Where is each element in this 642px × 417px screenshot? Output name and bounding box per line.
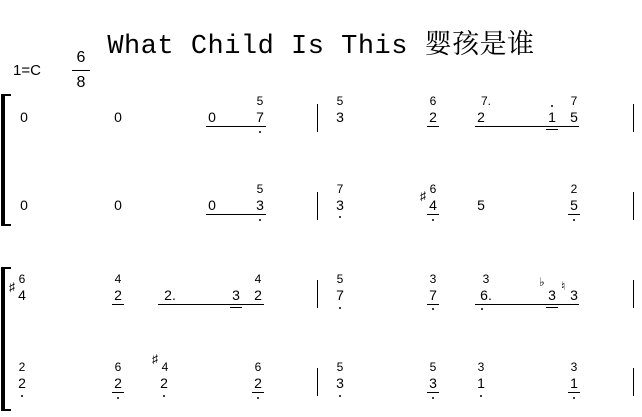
chord-note: 6 xyxy=(254,360,262,374)
note: 2 xyxy=(18,375,26,391)
underline xyxy=(546,307,558,308)
natural-sign: ♮ xyxy=(561,279,566,293)
underline xyxy=(427,392,439,393)
note: 2 xyxy=(477,109,485,125)
low-octave-dot xyxy=(573,219,575,221)
low-octave-dot xyxy=(339,216,341,218)
underline xyxy=(427,304,439,305)
note: 2 xyxy=(114,287,122,303)
note: 1 xyxy=(477,375,485,391)
note: 0 xyxy=(20,197,28,213)
note: 2. xyxy=(164,287,176,303)
note: 2 xyxy=(114,375,122,391)
barline xyxy=(317,280,318,308)
chord-note: 4 xyxy=(254,272,262,286)
underline xyxy=(206,214,266,215)
note: 0 xyxy=(114,197,122,213)
note: 4 xyxy=(429,197,437,213)
chord-note: 2 xyxy=(18,360,26,374)
barline xyxy=(317,368,318,396)
low-octave-dot xyxy=(432,308,434,310)
underline xyxy=(568,214,580,215)
note: 2 xyxy=(254,375,262,391)
note: 7 xyxy=(256,109,264,125)
note: 4 xyxy=(18,287,26,303)
underline xyxy=(112,392,124,393)
sharp-sign: ♯ xyxy=(9,280,15,294)
barline xyxy=(317,104,318,132)
low-octave-dot xyxy=(573,397,575,399)
chord-note: 5 xyxy=(429,360,437,374)
underline xyxy=(230,307,242,308)
underline xyxy=(475,304,579,305)
note: 3 xyxy=(336,375,344,391)
time-signature xyxy=(72,50,90,91)
time-divider xyxy=(72,70,90,71)
high-octave-dot xyxy=(551,105,553,107)
note: 0 xyxy=(114,109,122,125)
chord-note: 2 xyxy=(570,182,578,196)
underline xyxy=(252,392,264,393)
note: 3 xyxy=(429,375,437,391)
sharp-sign: ♯ xyxy=(152,352,158,366)
low-octave-dot xyxy=(163,395,165,397)
chord-note: 6 xyxy=(429,94,437,108)
chord-note: 6 xyxy=(429,182,437,196)
chord-note: 3 xyxy=(429,272,437,286)
chord-note: 7 xyxy=(336,182,344,196)
low-octave-dot xyxy=(432,397,434,399)
underline xyxy=(427,126,439,127)
low-octave-dot xyxy=(339,307,341,309)
chord-note: 5 xyxy=(256,182,264,196)
flat-sign: ♭ xyxy=(539,275,545,289)
low-octave-dot xyxy=(480,395,482,397)
low-octave-dot xyxy=(259,131,261,133)
chord-note: 6 xyxy=(114,360,122,374)
underline xyxy=(158,304,264,305)
note: 2 xyxy=(429,109,437,125)
underline xyxy=(112,304,124,305)
barline xyxy=(317,192,318,220)
chord-note: 5 xyxy=(336,272,344,286)
note: 0 xyxy=(208,109,216,125)
note: 1 xyxy=(570,375,578,391)
note: 3 xyxy=(336,197,344,213)
barline xyxy=(633,368,634,396)
chord-note: 3 xyxy=(477,360,485,374)
chord-note: 3 xyxy=(570,360,578,374)
low-octave-dot xyxy=(21,395,23,397)
note: 3 xyxy=(232,287,240,303)
low-octave-dot xyxy=(481,308,483,310)
note: 5 xyxy=(570,109,578,125)
note: 5 xyxy=(570,197,578,213)
note: 6. xyxy=(480,287,492,303)
time-denominator: 8 xyxy=(76,74,86,91)
chord-note: 4 xyxy=(114,272,122,286)
sharp-sign: ♯ xyxy=(420,189,426,203)
barline xyxy=(633,104,634,132)
note: 1 xyxy=(548,109,556,125)
system-1-brace xyxy=(3,94,11,226)
note: 5 xyxy=(477,197,485,213)
note: 2 xyxy=(160,375,168,391)
barline xyxy=(633,192,634,220)
underline xyxy=(206,126,266,127)
low-octave-dot xyxy=(259,219,261,221)
low-octave-dot xyxy=(117,397,119,399)
chord-note: 7 xyxy=(570,94,578,108)
chord-note: 3 xyxy=(482,272,490,286)
low-octave-dot xyxy=(339,395,341,397)
low-octave-dot xyxy=(257,397,259,399)
underline xyxy=(427,214,439,215)
note: 3 xyxy=(256,197,264,213)
score-title: What Child Is This 婴孩是谁 xyxy=(107,32,535,62)
note: 0 xyxy=(208,197,216,213)
underline xyxy=(475,126,579,127)
barline xyxy=(633,280,634,308)
chord-note: 6 xyxy=(18,272,26,286)
underline xyxy=(568,392,580,393)
time-numerator: 6 xyxy=(76,49,86,66)
note: 7 xyxy=(429,287,437,303)
key-signature: 1=C xyxy=(13,62,41,79)
note: 3 xyxy=(336,109,344,125)
note: 7 xyxy=(336,287,344,303)
note: 0 xyxy=(20,109,28,125)
low-octave-dot xyxy=(432,219,434,221)
note: 3 xyxy=(570,287,578,303)
chord-note: 4 xyxy=(161,360,169,374)
chord-note: 5 xyxy=(336,94,344,108)
chord-note: 7. xyxy=(480,94,491,108)
underline xyxy=(546,129,558,130)
note: 3 xyxy=(548,287,556,303)
note: 2 xyxy=(254,287,262,303)
chord-note: 5 xyxy=(336,360,344,374)
chord-note: 5 xyxy=(256,94,264,108)
